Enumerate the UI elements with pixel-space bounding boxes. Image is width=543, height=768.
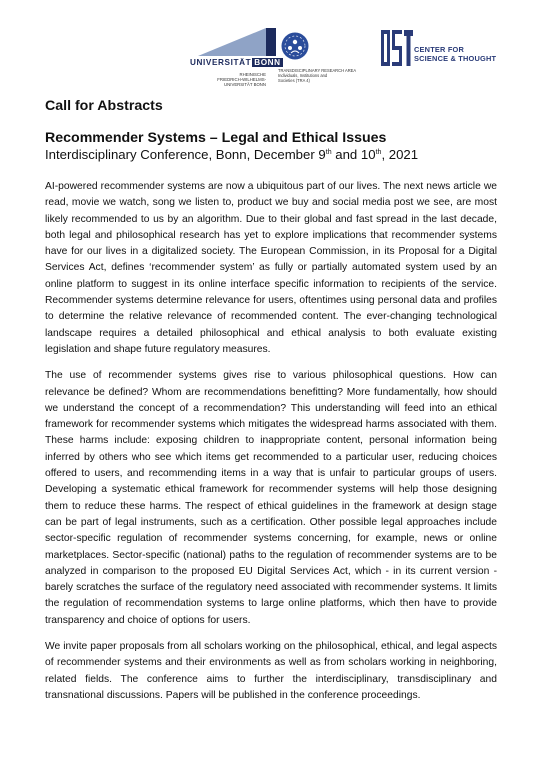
tra-subtitle: TRANSDISCIPLINARY RESEARCH AREA Individuals, Institutions and Societies (TRA 4) [278, 68, 357, 84]
paragraph-invitation: We invite paper proposals from all scholars working on the philosophical, ethical, and legal aspects of recommender systems and their environments as well as from scholars working in neighboring, related fields. The conference aims to further the interdisciplinary, transdisciplinary and transnational discussions. Papers will be published in the conference proceedings. [45, 641, 497, 701]
center-science-thought-logo [381, 28, 511, 68]
call-for-abstracts-heading: Call for Abstracts [45, 98, 163, 114]
cst-logo-mark [381, 28, 413, 68]
university-bonn-logo [188, 24, 388, 94]
cst-line-1: CENTER FOR [414, 45, 465, 54]
cst-wordmark [414, 46, 496, 64]
body-text [45, 179, 497, 714]
conference-title: Recommender Systems – Legal and Ethical Issues [45, 130, 387, 146]
paragraph-questions: The use of recommender systems gives rise to various philosophical questions. How can relevance be defined? Whom are recommendations benefitting? More fundamentally, how should we understand the concept of a recommendation? This understanding will feed into an ethical framework for recommender systems which mitigates the widespread harms associated with them. These harms include: exposing children to inappropriate content, personal information being inferred by others who see which items get recommended to a particular user, reducing choices offered to users, and recommending items in a way that is unfair to particular groups of users. Developing a systematic ethical framework for recommender systems will help those designing them to reduce these harms. The respect of ethical guidelines in the framework at design stage can be part of legal instruments, such as a certification. Other possible legal approaches include sector-specific regulation of recommender systems concerning, for example, news or online marketplaces. Sector-specific (national) paths to the regulation of recommender systems are to be analyzed in comparison to the proposed EU Digital Services Act, which - in its current version - barely scratches the surface of the regulatory need associated with recommender systems. It limits the regulation of recommendation systems to large online platforms, which then have to provide transparency and choice of options for users. [45, 370, 497, 626]
conference-subtitle: Interdisciplinary Conference, Bonn, December 9th and 10th, 2021 [45, 147, 419, 162]
cst-line-2: SCIENCE & THOUGHT [414, 53, 497, 63]
tra-network-icon [281, 32, 309, 60]
bonn-wordmark: UNIVERSITÄT BONN [190, 58, 281, 67]
paragraph-intro: AI-powered recommender systems are now a ubiquitous part of our lives. The next news article we read, movie we watch, song we listen to, product we buy and social media post we see, are most likely recommended to us by an algorithm. Due to their global and fast spread in the last decade, both legal and philosophical research has yet to explore implications that recommender systems have for our lives in a digitalized society. The European Commission, in its Proposal for a Digital Services Act, defines ‘recommender system’ as fully or partially automated system used by an online platform to suggest in its online interface specific information to recipients of the service. Recommender systems determine relevance for users, oftentimes using personal data and profiles to determine the relative relevance of recommended content. The ever-changing technological landscape requires a detailed philosophical and ethical analysis to both evaluate existing legislation and shape future regulatory measures. [45, 181, 497, 355]
bonn-subtitle: RHEINISCHE FRIEDRICH-WILHELMS- UNIVERSITÄT BONN [217, 72, 266, 88]
